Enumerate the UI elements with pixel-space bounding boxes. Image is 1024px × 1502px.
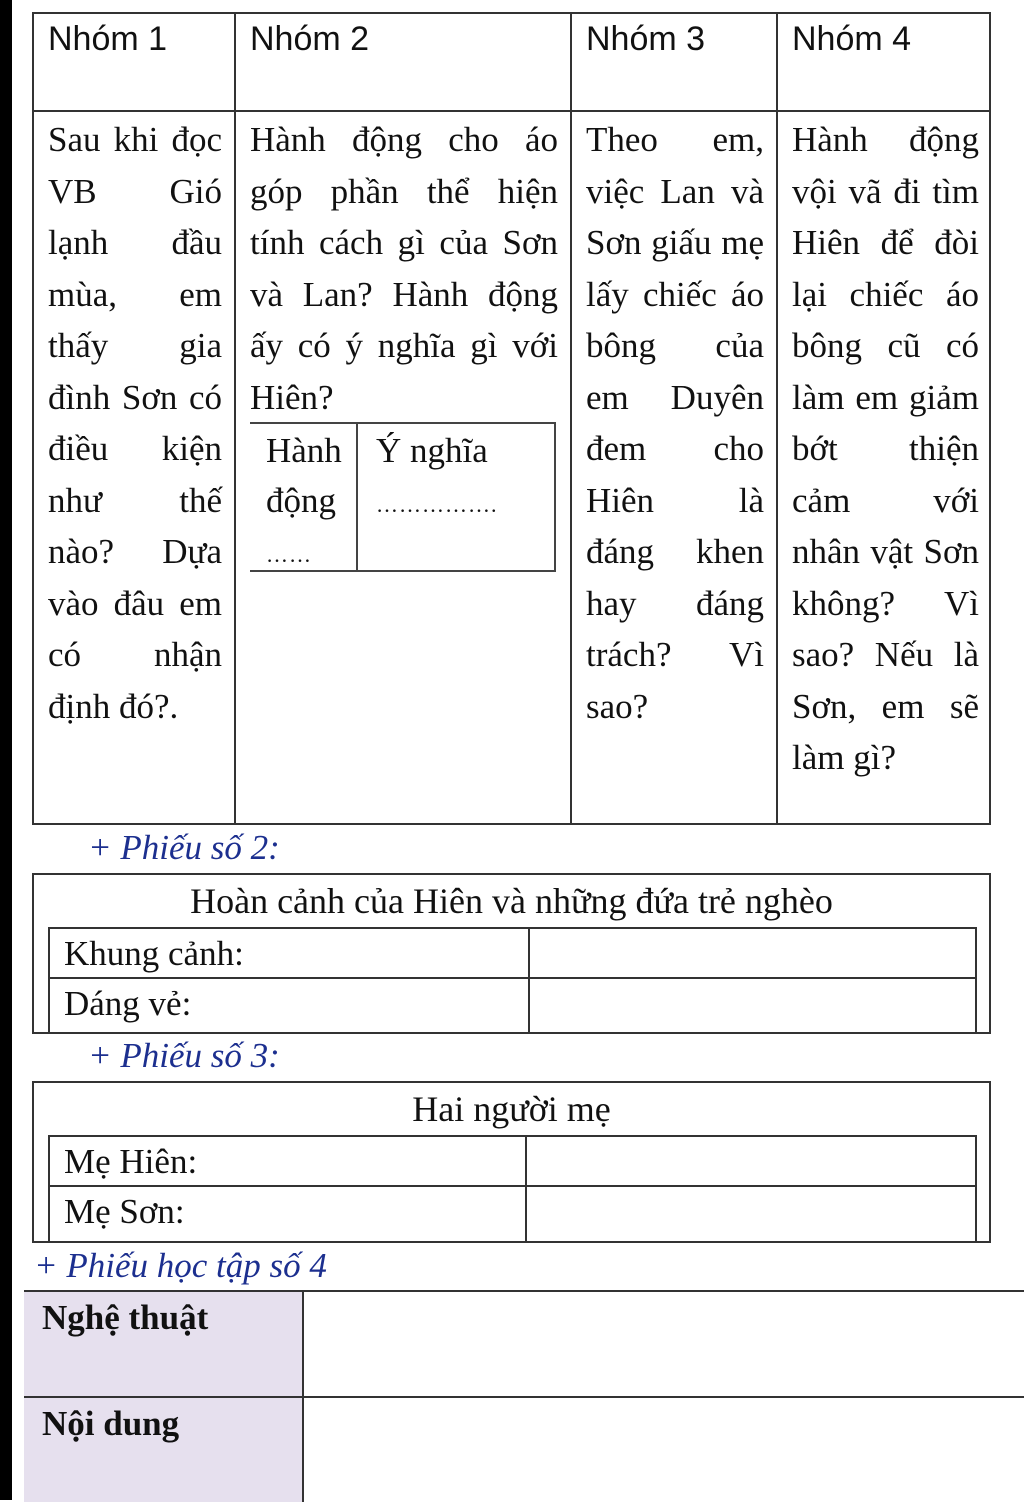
- row-label-khung-canh: Khung cảnh:: [64, 934, 244, 973]
- task-group-3: Theo em, việc Lan và Sơn giấu mẹ lấy chiếc áo bông của em Duyên đem cho Hiên là đáng khen hay đáng trách? Vì sao?: [586, 120, 764, 726]
- column-group-2: [236, 14, 572, 823]
- action-meaning-table: [250, 422, 556, 572]
- table-row: [50, 929, 975, 979]
- phieu-2-label: + Phiếu số 2:: [88, 828, 280, 867]
- row-label-me-hien: Mẹ Hiên:: [64, 1142, 198, 1181]
- group-task-table: [32, 12, 991, 825]
- task-group-1: Sau khi đọc VB Gió lạnh đầu mùa, em thấy gia đình Sơn có điều kiện như thế nào? Dựa vào đâu em có nhận định đó?.: [48, 120, 222, 726]
- phieu-3-label: + Phiếu số 3:: [88, 1036, 280, 1075]
- table-row: [50, 979, 975, 1029]
- phieu-4-label: + Phiếu học tập số 4: [34, 1246, 327, 1285]
- action-header: Hành động: [266, 431, 342, 520]
- phieu-4-table: [24, 1290, 1024, 1500]
- phieu-2-table: [32, 873, 991, 1034]
- header-group-3: Nhóm 3: [586, 20, 706, 58]
- left-edge-bar: [0, 0, 12, 1500]
- row-label-nghe-thuat: Nghệ thuật: [42, 1298, 209, 1337]
- column-group-4: [778, 14, 991, 823]
- phieu-2-grid: [48, 927, 977, 1032]
- header-group-2: Nhóm 2: [250, 20, 370, 58]
- row-label-me-son: Mẹ Sơn:: [64, 1192, 185, 1231]
- meaning-blank: …………….: [376, 492, 498, 517]
- task-group-4: Hành động vội vã đi tìm Hiên để đòi lại chiếc áo bông cũ có làm em giảm bớt thiện cảm với nhân vật Sơn không? Vì sao? Nếu là Sơn, em sẽ làm gì?: [792, 120, 979, 777]
- table-row: [50, 1137, 975, 1187]
- meaning-header: Ý nghĩa: [376, 431, 488, 470]
- column-group-1: [34, 14, 236, 823]
- action-column: [250, 424, 358, 570]
- row-label-dang-ve: Dáng vẻ:: [64, 984, 192, 1023]
- row-label-noi-dung: Nội dung: [42, 1404, 180, 1443]
- table-row: [50, 1187, 975, 1237]
- phieu-2-title: Hoàn cảnh của Hiên và những đứa trẻ nghèo: [190, 881, 833, 921]
- row-divider: [24, 1396, 1024, 1398]
- column-group-3: [572, 14, 778, 823]
- phieu-3-title: Hai người mẹ: [412, 1089, 611, 1129]
- phieu-3-table: [32, 1081, 991, 1243]
- header-group-1: Nhóm 1: [48, 20, 168, 58]
- header-group-4: Nhóm 4: [792, 20, 912, 58]
- meaning-column: [358, 424, 554, 570]
- phieu-3-grid: [48, 1135, 977, 1241]
- task-group-2: Hành động cho áo góp phần thể hiện tính cách gì của Sơn và Lan? Hành động ấy có ý nghĩa gì với Hiên?: [250, 120, 558, 417]
- action-blank: ……: [266, 542, 312, 567]
